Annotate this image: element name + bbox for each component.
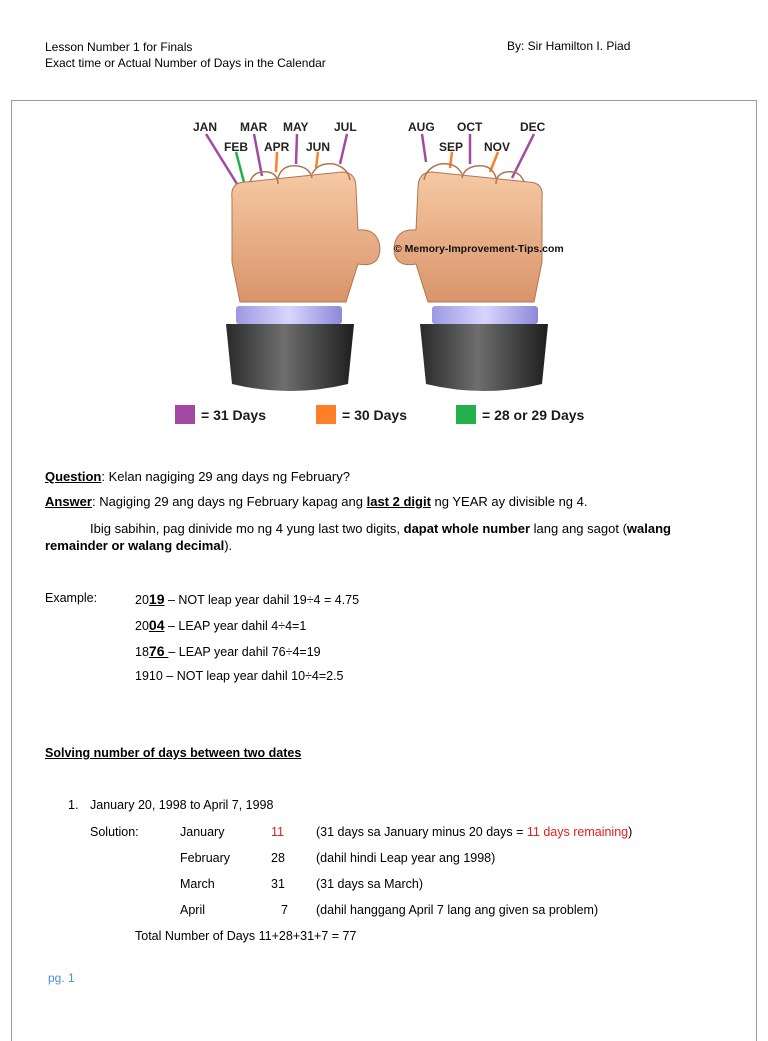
example-item: 2004 – LEAP year dahil 4÷4=1 xyxy=(135,617,307,633)
explanation-text-3: ). xyxy=(224,538,233,553)
example-item: 2019 – NOT leap year dahil 19÷4 = 4.75 xyxy=(135,591,360,607)
problem-number: 1. xyxy=(68,798,79,812)
answer-text: : Nagiging 29 ang days ng February kapag ang xyxy=(91,494,367,509)
month-label-nov: NOV xyxy=(484,140,511,154)
row-note: (dahil hindi Leap year ang 1998) xyxy=(316,851,496,865)
legend xyxy=(175,405,585,424)
explanation-line2 xyxy=(45,538,232,553)
month-label-may: MAY xyxy=(283,120,309,134)
solution-label: Solution: xyxy=(90,825,139,839)
page-number: pg. 1 xyxy=(48,971,75,985)
row-month: March xyxy=(180,877,215,891)
header-title-block xyxy=(45,39,326,71)
explanation-emphasis: dapat whole number xyxy=(403,521,531,536)
knuckle-month-illustration xyxy=(170,112,610,432)
copyright-watermark: © Memory-Improvement-Tips.com xyxy=(394,243,564,255)
month-label-feb: FEB xyxy=(224,140,248,154)
explanation-text-2: lang ang sagot ( xyxy=(530,521,627,536)
row-month: February xyxy=(180,851,231,865)
section-title: Solving number of days between two dates xyxy=(45,746,302,760)
month-label-dec: DEC xyxy=(520,120,546,134)
right-fist xyxy=(394,164,548,391)
row-month: April xyxy=(180,903,206,917)
row-days: 11 xyxy=(271,825,284,839)
month-label-sep: SEP xyxy=(439,140,464,154)
question-text: : Kelan nagiging 29 ang days ng February? xyxy=(101,469,350,484)
answer-line xyxy=(45,494,587,509)
month-label-jan: JAN xyxy=(193,120,218,134)
month-label-oct: OCT xyxy=(457,120,483,134)
row-note: (31 days sa January minus 20 days = 11 days remaining) xyxy=(316,825,633,839)
explanation-emphasis-3: remainder or walang decimal xyxy=(45,538,225,553)
legend-label-28: = 28 or 29 Days xyxy=(482,407,585,423)
month-label-jul: JUL xyxy=(334,120,357,134)
lesson-number: Lesson Number 1 for Finals xyxy=(45,40,193,54)
legend-label-31: = 31 Days xyxy=(201,407,266,423)
example-item: 1910 – NOT leap year dahil 10÷4=2.5 xyxy=(135,669,344,683)
row-days: 7 xyxy=(281,903,288,917)
month-label-apr: APR xyxy=(264,140,290,154)
example-item: 1876 – LEAP year dahil 76÷4=19 xyxy=(135,643,321,659)
explanation-emphasis-2: walang xyxy=(626,521,671,536)
question-label: Question xyxy=(45,469,102,484)
lesson-topic: Exact time or Actual Number of Days in the Calendar xyxy=(45,56,326,70)
example-label: Example: xyxy=(45,591,98,605)
legend-swatch-31 xyxy=(175,405,195,424)
legend-swatch-30 xyxy=(316,405,336,424)
row-note: (dahil hanggang April 7 lang ang given sa problem) xyxy=(316,903,599,917)
total-line: Total Number of Days 11+28+31+7 = 77 xyxy=(135,929,357,943)
month-label-jun: JUN xyxy=(306,140,331,154)
question-line xyxy=(45,469,350,484)
month-label-aug: AUG xyxy=(408,120,435,134)
explanation-line1 xyxy=(90,521,671,536)
answer-emphasis: last 2 digit xyxy=(366,494,431,509)
month-label-mar: MAR xyxy=(240,120,268,134)
row-month: January xyxy=(180,825,225,839)
left-fist xyxy=(226,164,380,391)
legend-swatch-28 xyxy=(456,405,476,424)
problem-text: January 20, 1998 to April 7, 1998 xyxy=(90,798,274,812)
answer-label: Answer xyxy=(45,494,92,509)
explanation-text: Ibig sabihin, pag dinivide mo ng 4 yung last two digits, xyxy=(90,521,404,536)
author: By: Sir Hamilton I. Piad xyxy=(507,39,631,53)
answer-text-end: ng YEAR ay divisible ng 4. xyxy=(430,494,588,509)
row-days: 28 xyxy=(271,851,285,865)
row-days: 31 xyxy=(271,877,285,891)
legend-label-30: = 30 Days xyxy=(342,407,407,423)
row-note: (31 days sa March) xyxy=(316,877,423,891)
